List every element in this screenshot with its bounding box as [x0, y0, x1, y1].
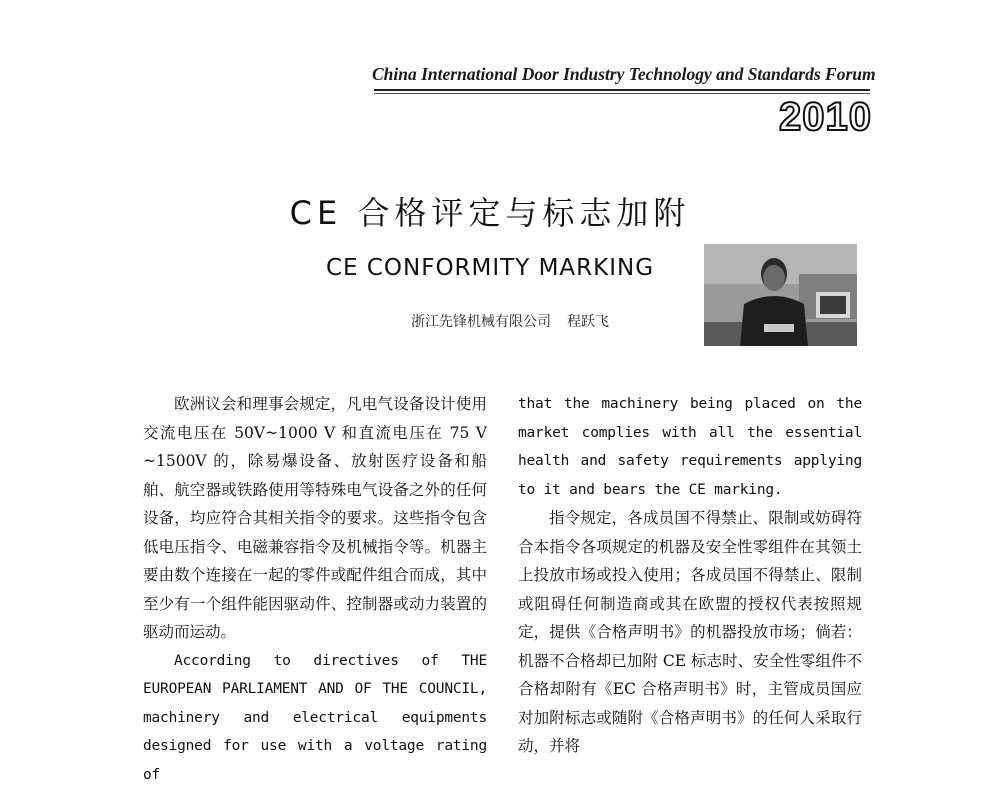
author-portrait-photo — [704, 244, 857, 346]
paragraph-en-left: According to directives of THE EUROPEAN PARLIAMENT AND OF THE COUNCIL, machinery and electrical equipments designed for use with a voltage rating of — [143, 647, 487, 789]
paragraph-cn-left: 欧洲议会和理事会规定，凡电气设备设计使用交流电压在 50V~1000 V 和直流电压在 75 V ~1500V 的，除易爆设备、放射医疗设备和船舶、航空器或铁路使用等特殊电气设备之外的任何设备，均应符合其相关指令的要求。这些指令包含低电压指令、电磁兼容指令及机械指令等。机器主要由数个连接在一起的零件或配件组合而成，其中至少有一个组件能因驱动件、控制器或动力装置的驱动而运动。 — [143, 390, 487, 647]
byline — [360, 311, 660, 331]
header-rule — [374, 89, 870, 91]
article-title-chinese: CE 合格评定与标志加附 — [230, 188, 750, 234]
paragraph-cn-right: 指令规定，各成员国不得禁止、限制或妨碍符合本指令各项规定的机器及安全性零组件在其领土上投放市场或投入使用；各成员国不得禁止、限制或阻碍任何制造商或其在欧盟的授权代表按照规定，提供《合格声明书》的机器投放市场；倘若：机器不合格却已加附 CE 标志时、安全性零组件不合格却附有《EC 合格声明书》时，主管成员国应对加附标志或随附《合格声明书》的任何人采取行动，并将 — [518, 504, 862, 761]
header-rule-thin — [374, 93, 870, 94]
paragraph-en-right: that the machinery being placed on the market complies with all the essential health and safety requirements applying to it and bears the CE marking. — [518, 390, 862, 504]
body-column-left — [143, 390, 487, 789]
forum-year: 2010 — [770, 95, 872, 139]
author-name: 程跃飞 — [567, 314, 609, 330]
affiliation: 浙江先锋机械有限公司 — [411, 314, 551, 330]
forum-header: China International Door Industry Technology and Standards Forum — [372, 64, 872, 85]
body-column-right — [518, 390, 862, 761]
article-title-english: CE CONFORMITY MARKING — [260, 255, 720, 281]
portrait-illustration — [704, 244, 857, 346]
